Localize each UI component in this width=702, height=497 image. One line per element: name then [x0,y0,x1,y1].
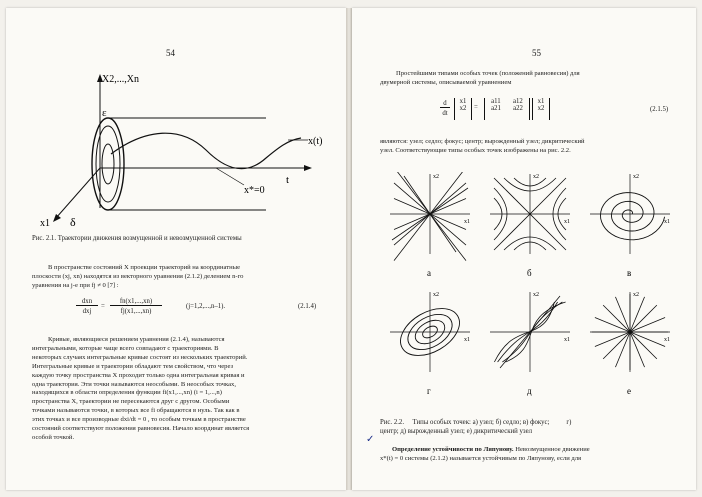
axis-label-x1: x1 [464,337,470,343]
eq-rhs-num: fn(x1,...,xn) [110,298,162,306]
m-a21: a21 [491,105,501,112]
vec-rhs [532,98,550,120]
para2-line: Интегральные кривые и траектории обладают тем свойством, что через [32,362,234,370]
panel-label-dicritical-node: е [627,386,631,396]
equation-2-1-5: d dt x1 x2 = a11 a12 a21 a22 x1 x2 (2.1.5) [440,98,680,128]
phase-portrait-dicritical-node [590,292,670,396]
intro-paragraph [380,70,676,88]
phase-portrait-focus [590,174,670,278]
para1-line: уравнения на j-е при fj ≠ 0 [7] : [32,281,119,289]
caption-line-2: центр; д) вырожденный узел; е) дикритический узел [380,428,532,435]
definition-paragraph [380,446,680,464]
para1-line: плоскости (xj, xn) находятся из векторного уравнения (2.1.2) делением n-го [32,272,244,280]
m-a11: a11 [491,98,501,105]
para2-line: находящихся в области определения функции fi(x1,...,xn) (i = 1,...,n) [32,389,222,397]
m-x1: x1 [459,98,467,105]
axis-label-x1: x1 [664,337,670,343]
para2-line: некоторых случаях интегральные кривые состоят из нескольких траекторий. [32,353,248,361]
definition-text: Невозмущенное движение [513,446,590,453]
axis-label-x2: x2 [433,174,439,180]
para2-line: Кривые, являющиеся решением уравнения (2.1.4), называются [48,336,225,343]
axis-label-x1: x1 [464,219,470,225]
eq-condition: (j=1,2,...,n–1). [186,303,226,310]
delta-label: δ [70,215,76,229]
trajectory-label: x(t) [308,136,323,147]
eq-rhs-den: fj(x1,...,xn) [120,308,152,315]
right-page [352,8,696,490]
figure-2-1 [16,58,346,233]
m-x2: x2 [459,105,467,112]
para2-line: одна траектория. Эти точки называются неособыми. В неособых точках, [32,380,236,388]
rest-label: x*=0 [244,185,265,196]
after-line: являются: узел; седло; фокус; центр; вырожденный узел; дикритический [380,138,585,145]
definition-line-2: x*(t) = 0 системы (2.1.2) называется устойчивым по Ляпунову, если для [380,454,582,462]
axis-label-x2: x2 [633,174,639,180]
figure-caption-2-1: Рис. 2.1. Траектории движения возмущенной и невозмущенной системы [32,235,242,242]
eq-number: (2.1.4) [298,303,317,310]
phase-portrait-degenerate-node [490,292,570,396]
definition-heading: Определение устойчивости по Ляпунову. [392,446,514,453]
phase-portrait-node [390,172,470,278]
figure-2-2 [380,172,680,412]
matrix-a [484,98,530,120]
m-dt: dt [442,110,448,117]
axis-label-x2: x2 [433,292,439,298]
eq-lhs-den: dxj [82,308,92,315]
panel-label-focus: в [627,268,632,278]
handwritten-checkmark: ✓ [366,434,375,445]
page-number-right: 55 [532,48,541,58]
left-page: 54 X2,...,Xn ε x(t) x*=0 t x1 δ Рис. 2.1. Траектории движения возмущенной и невозмущенной системы В пространстве состояний X проекции траекторий на координатные плоскости (xj, xn) находятся из векторного уравнения (2.1.2) делением n-го уравнения на j-е при fj ≠ 0 [7] : dxn dxj = fn(x1,...,xn) fj(x1,...,xn) (j=1,2,...,n–1). (2.1.4) Кривые, являющиеся решением уравнения (2.1.4), называются интегральными, которые чаще всего совпадают с траекториями. В некоторых случаях интегральные кривые состоят из нескольких траекторий. Интегральные кривые и траектории обладают тем свойством, что через каждую точку пространства X проходит только одна интегральная кривая и одна траектория. Эти точки называются неособыми. В неособых точках, находящихся в области определения функции fi(x1,...,xn) (i = 1,...,n) пространства X, траектории не пересекаются друг с другом. Особыми точками называются точки, в которых все fi обращаются в нуль. Так как в этих точках и все производные dxi/dt = 0 , то особым точкам в пространстве состояний соответствуют положения равновесия. Начало координат является особой точкой. [6,8,346,490]
para1-line: В пространстве состояний X проекции траекторий на координатные [48,264,240,271]
m-a22: a22 [513,105,523,112]
phase-portrait-center [390,292,470,396]
eq-lhs-num: dxn [76,298,98,306]
axis-label-x1: x1 [40,218,50,229]
axis-label-x2: x2 [533,174,539,180]
para2-line: особой точкой. [32,433,75,441]
figure-caption-2-2 [380,418,680,436]
paragraph-2 [32,336,328,443]
panel-label-degenerate-node: д [527,386,532,396]
after-eq-paragraph [380,138,676,156]
panel-label-center: г [427,386,431,396]
eq-number-215: (2.1.5) [650,106,669,113]
axis-label-x2: x2 [633,292,639,298]
axis-label-x1: x1 [664,219,670,225]
axis-label-x1: x1 [564,337,570,343]
m-a12: a12 [513,98,523,105]
axis-label-xtop: X2,...,Xn [102,74,139,85]
para2-line: интегральными, которые чаще всего совпадают с траекториями. В [32,344,219,352]
m-x2-r: x2 [537,105,545,112]
m-x1-r: x1 [537,98,545,105]
page-number-left: 54 [166,48,175,58]
paragraph-1 [32,264,328,291]
caption-line-1: Рис. 2.2. Типы особых точек: а) узел; б) седло; в) фокус; г) [380,419,572,426]
after-line: узел. Соответствующие типы особых точек изображены на рис. 2.2. [380,146,571,154]
axis-label-x2: x2 [533,292,539,298]
axis-label-x1: x1 [564,219,570,225]
vec-lhs [454,98,472,120]
para2-line: каждую точку пространства X проходит только одна интегральная кривая и [32,371,245,379]
panel-label-saddle: б [527,268,532,278]
m-d: d [440,100,450,108]
panel-label-node: а [427,268,431,278]
epsilon-label: ε [102,107,107,119]
para2-line: точками называются точки, в которых все fi обращаются в нуль. Так как в [32,407,240,415]
phase-portrait-saddle [490,174,570,278]
intro-line: Простейшими типами особых точек (положений равновесия) для [396,70,580,77]
para2-line: пространства X, траектории не пересекаются друг с другом. Особыми [32,398,230,406]
intro-line: двумерной системы, описываемой уравнением [380,78,512,86]
para2-line: этих точках и все производные dxi/dt = 0 , то особым точкам в пространстве [32,416,246,424]
t-axis-label: t [286,174,290,186]
para2-line: состояний соответствуют положения равновесия. Начало координат является [32,425,250,433]
